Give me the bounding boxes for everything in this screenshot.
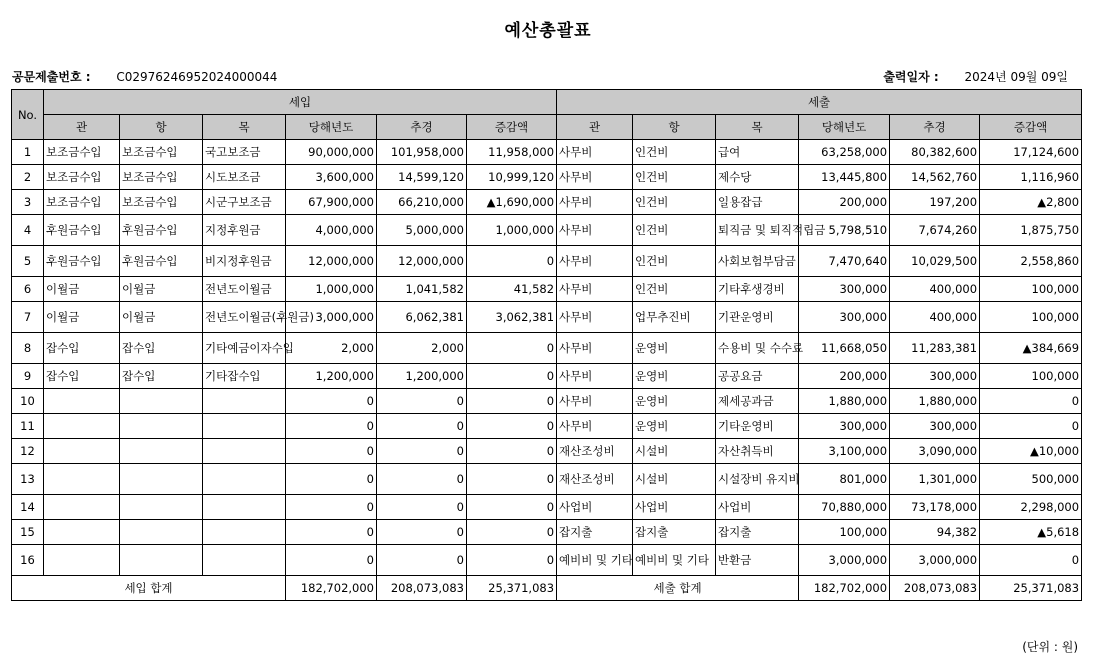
row-no-cell: 2	[12, 165, 44, 190]
income-hang-cell	[120, 464, 203, 495]
income-supplement-cell: 0	[377, 389, 467, 414]
expense-diff-cell: ▲10,000	[980, 439, 1082, 464]
income-current-cell: 0	[286, 414, 377, 439]
col-income-hang: 항	[120, 115, 203, 140]
income-gwan-cell: 후원금수입	[44, 246, 120, 277]
expense-hang-cell: 시설비	[633, 464, 716, 495]
expense-gwan-cell: 사무비	[557, 414, 633, 439]
income-current-cell: 0	[286, 545, 377, 576]
row-no-cell: 5	[12, 246, 44, 277]
expense-gwan-cell: 사무비	[557, 215, 633, 246]
income-diff-cell: 11,958,000	[467, 140, 557, 165]
expense-mok-cell: 수용비 및 수수료	[716, 333, 799, 364]
expense-mok-cell: 제세공과금	[716, 389, 799, 414]
expense-gwan-cell: 사무비	[557, 389, 633, 414]
expense-diff-cell: 100,000	[980, 277, 1082, 302]
col-expense-current: 당해년도	[799, 115, 890, 140]
expense-mok-cell: 시설장비 유지비	[716, 464, 799, 495]
row-no-cell: 15	[12, 520, 44, 545]
expense-diff-cell: 0	[980, 414, 1082, 439]
income-mok-cell: 시도보조금	[203, 165, 286, 190]
table-row	[12, 165, 1082, 190]
expense-current-cell: 200,000	[799, 190, 890, 215]
expense-mok-cell: 잡지출	[716, 520, 799, 545]
income-current-cell: 4,000,000	[286, 215, 377, 246]
income-supplement-cell: 1,200,000	[377, 364, 467, 389]
table-row	[12, 302, 1082, 333]
income-hang-cell: 잡수입	[120, 364, 203, 389]
income-hang-cell	[120, 495, 203, 520]
row-no-cell: 6	[12, 277, 44, 302]
expense-hang-cell: 운영비	[633, 364, 716, 389]
income-diff-cell: 3,062,381	[467, 302, 557, 333]
income-hang-cell: 보조금수입	[120, 140, 203, 165]
col-income-supplement: 추경	[377, 115, 467, 140]
expense-supplement-cell: 197,200	[890, 190, 980, 215]
table-row	[12, 520, 1082, 545]
expense-total-diff: 25,371,083	[980, 576, 1082, 601]
table-row	[12, 414, 1082, 439]
expense-hang-cell: 인건비	[633, 246, 716, 277]
expense-diff-cell: 1,116,960	[980, 165, 1082, 190]
income-current-cell: 0	[286, 389, 377, 414]
income-gwan-cell: 이월금	[44, 277, 120, 302]
expense-current-cell: 13,445,800	[799, 165, 890, 190]
expense-gwan-cell: 사무비	[557, 190, 633, 215]
table-body	[12, 140, 1082, 576]
income-mok-cell: 국고보조금	[203, 140, 286, 165]
income-mok-cell: 기타예금이자수입	[203, 333, 286, 364]
expense-gwan-cell: 사무비	[557, 246, 633, 277]
income-gwan-cell	[44, 495, 120, 520]
table-row	[12, 545, 1082, 576]
income-supplement-cell: 0	[377, 464, 467, 495]
expense-diff-cell: 2,298,000	[980, 495, 1082, 520]
income-hang-cell: 이월금	[120, 277, 203, 302]
income-diff-cell: 0	[467, 414, 557, 439]
income-current-cell: 67,900,000	[286, 190, 377, 215]
expense-current-cell: 200,000	[799, 364, 890, 389]
unit-note: (단위 : 원)	[1022, 640, 1078, 654]
row-no-cell: 12	[12, 439, 44, 464]
expense-mok-cell: 퇴직금 및 퇴직적립금	[716, 215, 799, 246]
expense-hang-cell: 시설비	[633, 439, 716, 464]
income-mok-cell	[203, 464, 286, 495]
income-mok-cell: 비지정후원금	[203, 246, 286, 277]
income-hang-cell: 잡수입	[120, 333, 203, 364]
row-no-cell: 9	[12, 364, 44, 389]
expense-gwan-cell: 재산조성비	[557, 439, 633, 464]
table-row	[12, 215, 1082, 246]
income-diff-cell: 0	[467, 545, 557, 576]
expense-current-cell: 300,000	[799, 302, 890, 333]
income-supplement-cell: 1,041,582	[377, 277, 467, 302]
expense-supplement-cell: 80,382,600	[890, 140, 980, 165]
col-expense-mok: 목	[716, 115, 799, 140]
expense-diff-cell: ▲5,618	[980, 520, 1082, 545]
table-row	[12, 495, 1082, 520]
expense-gwan-cell: 잡지출	[557, 520, 633, 545]
income-diff-cell: ▲1,690,000	[467, 190, 557, 215]
expense-supplement-cell: 300,000	[890, 414, 980, 439]
col-expense-hang: 항	[633, 115, 716, 140]
col-income-gwan: 관	[44, 115, 120, 140]
income-mok-cell: 지정후원금	[203, 215, 286, 246]
expense-diff-cell: 0	[980, 389, 1082, 414]
income-gwan-cell: 보조금수입	[44, 165, 120, 190]
income-current-cell: 1,000,000	[286, 277, 377, 302]
income-diff-cell: 0	[467, 495, 557, 520]
income-current-cell: 2,000	[286, 333, 377, 364]
income-hang-cell	[120, 520, 203, 545]
income-gwan-cell	[44, 439, 120, 464]
income-total-diff: 25,371,083	[467, 576, 557, 601]
income-hang-cell: 보조금수입	[120, 190, 203, 215]
header-group-row	[12, 90, 1082, 115]
print-date	[883, 68, 1068, 85]
expense-diff-cell: ▲2,800	[980, 190, 1082, 215]
table-row	[12, 464, 1082, 495]
income-diff-cell: 0	[467, 333, 557, 364]
expense-current-cell: 100,000	[799, 520, 890, 545]
row-no-cell: 1	[12, 140, 44, 165]
income-gwan-cell	[44, 520, 120, 545]
income-current-cell: 0	[286, 464, 377, 495]
income-total-supplement: 208,073,083	[377, 576, 467, 601]
expense-hang-cell: 운영비	[633, 333, 716, 364]
doc-number	[12, 68, 277, 85]
income-current-cell: 3,000,000	[286, 302, 377, 333]
income-total-current: 182,702,000	[286, 576, 377, 601]
table-row	[12, 389, 1082, 414]
income-gwan-cell: 후원금수입	[44, 215, 120, 246]
expense-mok-cell: 사회보험부담금	[716, 246, 799, 277]
col-no: No.	[12, 90, 44, 140]
col-expense-diff: 증감액	[980, 115, 1082, 140]
expense-group-header: 세출	[557, 90, 1082, 115]
expense-current-cell: 63,258,000	[799, 140, 890, 165]
table-row	[12, 277, 1082, 302]
expense-supplement-cell: 3,000,000	[890, 545, 980, 576]
col-income-current: 당해년도	[286, 115, 377, 140]
income-gwan-cell: 잡수입	[44, 333, 120, 364]
income-supplement-cell: 66,210,000	[377, 190, 467, 215]
expense-supplement-cell: 73,178,000	[890, 495, 980, 520]
income-hang-cell	[120, 439, 203, 464]
expense-hang-cell: 인건비	[633, 277, 716, 302]
income-supplement-cell: 0	[377, 495, 467, 520]
expense-gwan-cell: 사무비	[557, 302, 633, 333]
income-supplement-cell: 101,958,000	[377, 140, 467, 165]
income-hang-cell: 이월금	[120, 302, 203, 333]
income-gwan-cell: 잡수입	[44, 364, 120, 389]
expense-hang-cell: 인건비	[633, 190, 716, 215]
expense-mok-cell: 기타운영비	[716, 414, 799, 439]
col-expense-gwan: 관	[557, 115, 633, 140]
income-gwan-cell	[44, 464, 120, 495]
expense-diff-cell: 0	[980, 545, 1082, 576]
income-diff-cell: 10,999,120	[467, 165, 557, 190]
income-mok-cell	[203, 520, 286, 545]
row-no-cell: 14	[12, 495, 44, 520]
table-row	[12, 364, 1082, 389]
expense-gwan-cell: 사무비	[557, 364, 633, 389]
expense-current-cell: 801,000	[799, 464, 890, 495]
income-supplement-cell: 0	[377, 520, 467, 545]
row-no-cell: 8	[12, 333, 44, 364]
income-mok-cell: 시군구보조금	[203, 190, 286, 215]
income-supplement-cell: 6,062,381	[377, 302, 467, 333]
col-income-diff: 증감액	[467, 115, 557, 140]
expense-current-cell: 300,000	[799, 414, 890, 439]
expense-gwan-cell: 사업비	[557, 495, 633, 520]
expense-mok-cell: 자산취득비	[716, 439, 799, 464]
expense-diff-cell: ▲384,669	[980, 333, 1082, 364]
row-no-cell: 13	[12, 464, 44, 495]
expense-supplement-cell: 7,674,260	[890, 215, 980, 246]
income-gwan-cell: 이월금	[44, 302, 120, 333]
expense-mok-cell: 기타후생경비	[716, 277, 799, 302]
expense-mok-cell: 사업비	[716, 495, 799, 520]
row-no-cell: 16	[12, 545, 44, 576]
print-date-label: 출력일자 :	[883, 70, 939, 84]
income-hang-cell	[120, 389, 203, 414]
expense-diff-cell: 1,875,750	[980, 215, 1082, 246]
expense-mok-cell: 기관운영비	[716, 302, 799, 333]
income-current-cell: 90,000,000	[286, 140, 377, 165]
expense-supplement-cell: 1,301,000	[890, 464, 980, 495]
col-income-mok: 목	[203, 115, 286, 140]
expense-hang-cell: 인건비	[633, 165, 716, 190]
expense-current-cell: 5,798,510	[799, 215, 890, 246]
expense-hang-cell: 업무추진비	[633, 302, 716, 333]
income-gwan-cell: 보조금수입	[44, 140, 120, 165]
expense-mok-cell: 일용잡급	[716, 190, 799, 215]
income-hang-cell	[120, 545, 203, 576]
header-col-row	[12, 115, 1082, 140]
expense-gwan-cell: 사무비	[557, 165, 633, 190]
income-hang-cell: 후원금수입	[120, 215, 203, 246]
income-gwan-cell: 보조금수입	[44, 190, 120, 215]
income-current-cell: 0	[286, 495, 377, 520]
income-supplement-cell: 12,000,000	[377, 246, 467, 277]
expense-supplement-cell: 10,029,500	[890, 246, 980, 277]
income-diff-cell: 41,582	[467, 277, 557, 302]
expense-diff-cell: 2,558,860	[980, 246, 1082, 277]
expense-gwan-cell: 재산조성비	[557, 464, 633, 495]
expense-hang-cell: 예비비 및 기타	[633, 545, 716, 576]
table-row	[12, 333, 1082, 364]
expense-current-cell: 7,470,640	[799, 246, 890, 277]
income-diff-cell: 0	[467, 364, 557, 389]
expense-hang-cell: 사업비	[633, 495, 716, 520]
table-row	[12, 246, 1082, 277]
income-gwan-cell	[44, 389, 120, 414]
expense-diff-cell: 17,124,600	[980, 140, 1082, 165]
income-supplement-cell: 0	[377, 439, 467, 464]
expense-total-label: 세출 합계	[557, 576, 799, 601]
expense-total-supplement: 208,073,083	[890, 576, 980, 601]
expense-current-cell: 300,000	[799, 277, 890, 302]
expense-current-cell: 3,000,000	[799, 545, 890, 576]
expense-hang-cell: 운영비	[633, 414, 716, 439]
expense-current-cell: 11,668,050	[799, 333, 890, 364]
expense-supplement-cell: 11,283,381	[890, 333, 980, 364]
expense-current-cell: 70,880,000	[799, 495, 890, 520]
expense-supplement-cell: 3,090,000	[890, 439, 980, 464]
expense-gwan-cell: 예비비 및 기타	[557, 545, 633, 576]
income-gwan-cell	[44, 414, 120, 439]
income-hang-cell	[120, 414, 203, 439]
expense-hang-cell: 인건비	[633, 140, 716, 165]
income-mok-cell: 전년도이월금	[203, 277, 286, 302]
income-current-cell: 12,000,000	[286, 246, 377, 277]
income-mok-cell	[203, 439, 286, 464]
expense-gwan-cell: 사무비	[557, 333, 633, 364]
expense-supplement-cell: 1,880,000	[890, 389, 980, 414]
expense-current-cell: 3,100,000	[799, 439, 890, 464]
row-no-cell: 10	[12, 389, 44, 414]
expense-gwan-cell: 사무비	[557, 140, 633, 165]
expense-total-current: 182,702,000	[799, 576, 890, 601]
budget-summary-table	[11, 89, 1082, 601]
expense-supplement-cell: 14,562,760	[890, 165, 980, 190]
expense-supplement-cell: 300,000	[890, 364, 980, 389]
income-current-cell: 0	[286, 520, 377, 545]
income-total-label: 세입 합계	[12, 576, 286, 601]
income-diff-cell: 0	[467, 464, 557, 495]
income-supplement-cell: 5,000,000	[377, 215, 467, 246]
row-no-cell: 11	[12, 414, 44, 439]
income-diff-cell: 0	[467, 439, 557, 464]
totals-row	[12, 576, 1082, 601]
print-date-value: 2024년 09월 09일	[964, 70, 1068, 84]
income-diff-cell: 0	[467, 246, 557, 277]
income-group-header: 세입	[44, 90, 557, 115]
income-current-cell: 0	[286, 439, 377, 464]
expense-diff-cell: 500,000	[980, 464, 1082, 495]
expense-mok-cell: 공공요금	[716, 364, 799, 389]
income-supplement-cell: 14,599,120	[377, 165, 467, 190]
row-no-cell: 7	[12, 302, 44, 333]
expense-diff-cell: 100,000	[980, 302, 1082, 333]
expense-gwan-cell: 사무비	[557, 277, 633, 302]
income-mok-cell	[203, 495, 286, 520]
row-no-cell: 4	[12, 215, 44, 246]
page-title: 예산총괄표	[504, 21, 592, 41]
income-mok-cell	[203, 545, 286, 576]
expense-supplement-cell: 94,382	[890, 520, 980, 545]
col-expense-supplement: 추경	[890, 115, 980, 140]
income-hang-cell: 후원금수입	[120, 246, 203, 277]
income-supplement-cell: 0	[377, 545, 467, 576]
table-row	[12, 439, 1082, 464]
doc-number-label: 공문제출번호 :	[12, 70, 91, 84]
table-row	[12, 140, 1082, 165]
income-mok-cell	[203, 389, 286, 414]
expense-hang-cell: 인건비	[633, 215, 716, 246]
income-diff-cell: 0	[467, 520, 557, 545]
doc-number-value: C02976246952024000044	[116, 70, 278, 84]
income-diff-cell: 1,000,000	[467, 215, 557, 246]
table-row	[12, 190, 1082, 215]
income-supplement-cell: 0	[377, 414, 467, 439]
income-diff-cell: 0	[467, 389, 557, 414]
expense-supplement-cell: 400,000	[890, 302, 980, 333]
income-gwan-cell	[44, 545, 120, 576]
income-mok-cell: 기타잡수입	[203, 364, 286, 389]
income-mok-cell	[203, 414, 286, 439]
income-supplement-cell: 2,000	[377, 333, 467, 364]
expense-mok-cell: 제수당	[716, 165, 799, 190]
expense-hang-cell: 운영비	[633, 389, 716, 414]
income-current-cell: 3,600,000	[286, 165, 377, 190]
row-no-cell: 3	[12, 190, 44, 215]
expense-supplement-cell: 400,000	[890, 277, 980, 302]
income-hang-cell: 보조금수입	[120, 165, 203, 190]
income-mok-cell: 전년도이월금(후원금)	[203, 302, 286, 333]
expense-diff-cell: 100,000	[980, 364, 1082, 389]
income-current-cell: 1,200,000	[286, 364, 377, 389]
expense-mok-cell: 급여	[716, 140, 799, 165]
expense-mok-cell: 반환금	[716, 545, 799, 576]
expense-hang-cell: 잡지출	[633, 520, 716, 545]
expense-current-cell: 1,880,000	[799, 389, 890, 414]
